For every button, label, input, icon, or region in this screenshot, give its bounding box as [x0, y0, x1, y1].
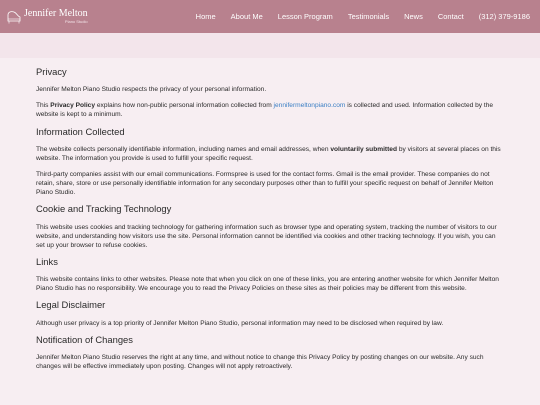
links-heading: Links — [36, 255, 58, 267]
links-section — [36, 256, 504, 293]
legal-disclaimer-paragraph: Although user privacy is a top priority of Jennifer Melton Piano Studio, personal information may need to be disclosed when required by law. — [36, 319, 444, 327]
information-collected-paragraph-1: The website collects personally identifiable information, including names and email addresses, when voluntarily submitted by visitors at several places on this website. The information you provide is used to fulfill your specific request. — [36, 145, 501, 162]
privacy-policy-paragraph: This Privacy Policy explains how non-public personal information collected from jennifermeltonpiano.com is collected and used. Information collected by the website is kept to a minimum. — [36, 102, 494, 119]
information-collected-section — [36, 126, 504, 198]
privacy-policy-bold: Privacy Policy — [50, 102, 96, 110]
notification-paragraph: Jennifer Melton Piano Studio reserves the right at any time, and without notice to change this Privacy Policy by posting changes on our website. Any such changes will be effective immediately upon posting. Changes will not apply retroactively. — [36, 354, 484, 371]
links-paragraph: This website contains links to other websites. Please note that when you click on one of these links, you are entering another website for which Jennifer Melton Piano Studio has no responsibility. We encourage you to read the Privacy Policies on these sites as their policies may be different from this website. — [36, 276, 499, 293]
cookie-heading: Cookie and Tracking Technology — [36, 203, 172, 215]
notification-section — [36, 334, 504, 371]
brand-subtitle: Piano Studio — [64, 19, 88, 24]
nav-testimonials[interactable]: Testimonials — [347, 12, 390, 21]
top-navigation-bar — [0, 0, 540, 33]
nav-about-me[interactable]: About Me — [230, 12, 263, 21]
header-band — [0, 33, 540, 58]
information-collected-heading: Information Collected — [36, 125, 125, 137]
nav-home[interactable]: Home — [195, 12, 216, 21]
brand-name: Jennifer Melton — [24, 8, 88, 19]
privacy-section — [36, 66, 504, 120]
nav-contact[interactable]: Contact — [437, 12, 464, 21]
legal-disclaimer-section — [36, 299, 504, 327]
main-nav — [196, 12, 530, 21]
privacy-intro: Jennifer Melton Piano Studio respects the privacy of your personal information. — [36, 86, 267, 94]
information-collected-paragraph-2: Third-party companies assist with our email communications. Formspree is used for the contact forms. Gmail is the email provider. These companies do not retain, share, store or use personally identifiable information for any secondary purposes other than to fulfill your specific request on behalf of Jennifer Melton Piano Studio. — [36, 171, 494, 197]
privacy-heading: Privacy — [36, 66, 67, 77]
voluntarily-submitted-bold: voluntarily submitted — [330, 145, 398, 153]
legal-disclaimer-heading: Legal Disclaimer — [36, 299, 106, 311]
site-link[interactable]: jennifermeltonpiano.com — [273, 102, 346, 110]
notification-heading: Notification of Changes — [36, 333, 133, 345]
nav-news[interactable]: News — [404, 12, 423, 21]
grand-piano-icon — [6, 10, 22, 24]
privacy-content — [0, 58, 540, 371]
cookie-section — [36, 203, 504, 250]
cookie-paragraph: This website uses cookies and tracking technology for gathering information such as browser type and operating system, tracking the number of visitors to our website, and understanding how visitors use the site. Personal information cannot be identified via cookies and other tracking technology. If you wish, you can set up your browser to refuse cookies. — [36, 223, 497, 249]
brand-logo[interactable] — [6, 9, 88, 24]
nav-phone-link[interactable]: (312) 379-9186 — [478, 12, 530, 21]
nav-lesson-program[interactable]: Lesson Program — [277, 12, 333, 21]
